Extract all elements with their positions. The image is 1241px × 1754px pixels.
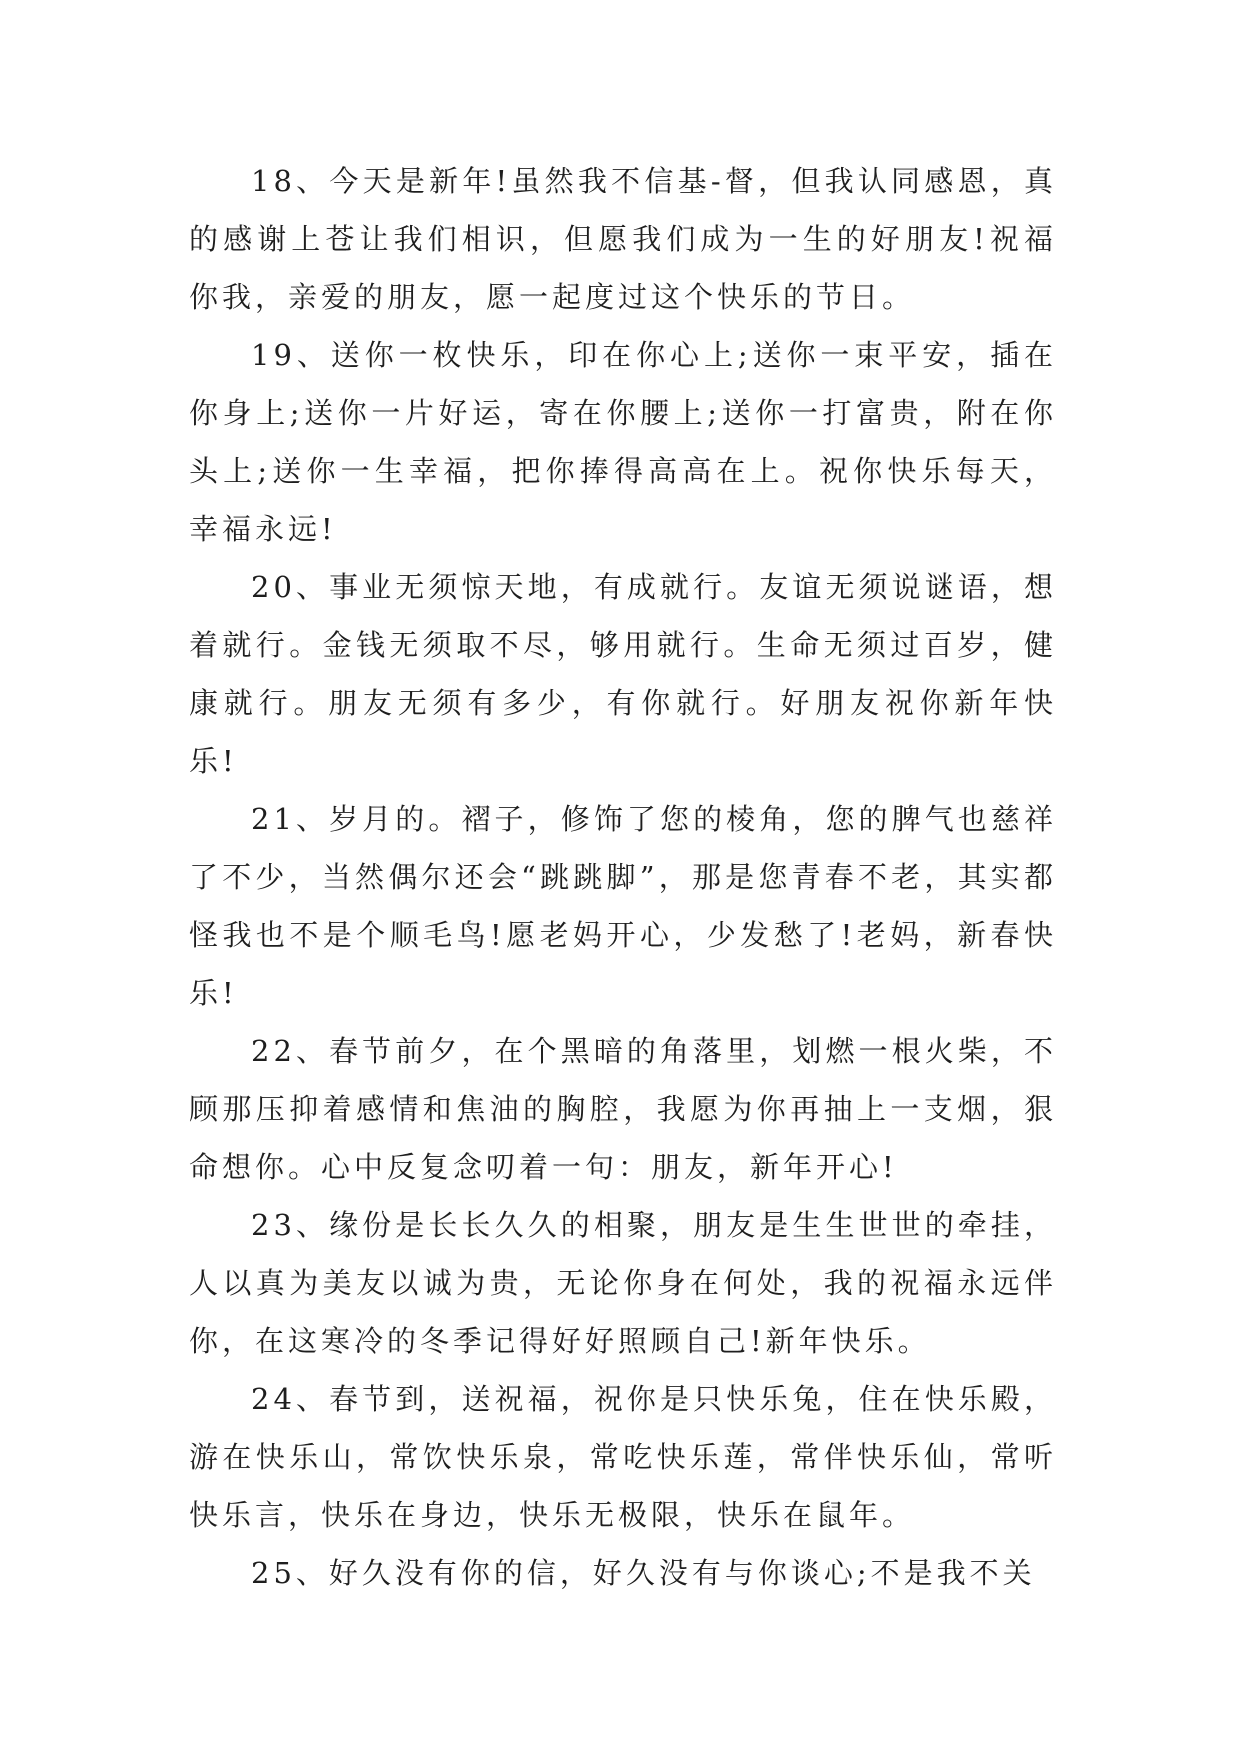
paragraph-text: 岁月的。褶子，修饰了您的棱角，您的脾气也慈祥了不少，当然偶尔还会“跳跳脚”，那是您青春不老，其实都怪我也不是个顺毛鸟!愿老妈开心，少发愁了!老妈，新春快乐! [189, 802, 1057, 1010]
paragraph-21 [189, 790, 1057, 1022]
paragraph-text: 春节到，送祝福，祝你是只快乐兔，住在快乐殿，游在快乐山，常饮快乐泉，常吃快乐莲，常伴快乐仙，常听快乐言，快乐在身边，快乐无极限，快乐在鼠年。 [189, 1382, 1057, 1532]
paragraph-20 [189, 558, 1057, 790]
paragraph-text: 今天是新年!虽然我不信基-督，但我认同感恩，真的感谢上苍让我们相识，但愿我们成为一生的好朋友!祝福你我，亲爱的朋友，愿一起度过这个快乐的节日。 [189, 164, 1057, 314]
paragraph-text: 缘份是长长久久的相聚，朋友是生生世世的牵挂，人以真为美友以诚为贵，无论你身在何处，我的祝福永远伴你，在这寒冷的冬季记得好好照顾自己!新年快乐。 [189, 1208, 1057, 1358]
paragraph-number: 23、 [251, 1208, 330, 1242]
paragraph-text: 事业无须惊天地，有成就行。友谊无须说谜语，想着就行。金钱无须取不尽，够用就行。生命无须过百岁，健康就行。朋友无须有多少，有你就行。好朋友祝你新年快乐! [189, 570, 1057, 778]
paragraph-number: 20、 [251, 570, 330, 604]
paragraph-18 [189, 152, 1057, 326]
paragraph-23 [189, 1196, 1057, 1370]
paragraph-25 [189, 1544, 1057, 1602]
paragraph-text: 送你一枚快乐，印在你心上;送你一束平安，插在你身上;送你一片好运，寄在你腰上;送你一打富贵，附在你头上;送你一生幸福，把你捧得高高在上。祝你快乐每天，幸福永远! [189, 338, 1057, 546]
paragraph-number: 19、 [251, 338, 331, 372]
document-body [189, 152, 1057, 1602]
paragraph-number: 21、 [251, 802, 330, 836]
paragraph-number: 18、 [251, 164, 330, 198]
paragraph-24 [189, 1370, 1057, 1544]
paragraph-number: 24、 [251, 1382, 330, 1416]
paragraph-22 [189, 1022, 1057, 1196]
paragraph-number: 25、 [251, 1556, 329, 1590]
paragraph-text: 春节前夕，在个黑暗的角落里，划燃一根火柴，不顾那压抑着感情和焦油的胸腔，我愿为你再抽上一支烟，狠命想你。心中反复念叨着一句：朋友，新年开心! [189, 1034, 1057, 1184]
paragraph-number: 22、 [251, 1034, 330, 1068]
paragraph-19 [189, 326, 1057, 558]
paragraph-text: 好久没有你的信，好久没有与你谈心;不是我不关 [328, 1556, 1036, 1590]
